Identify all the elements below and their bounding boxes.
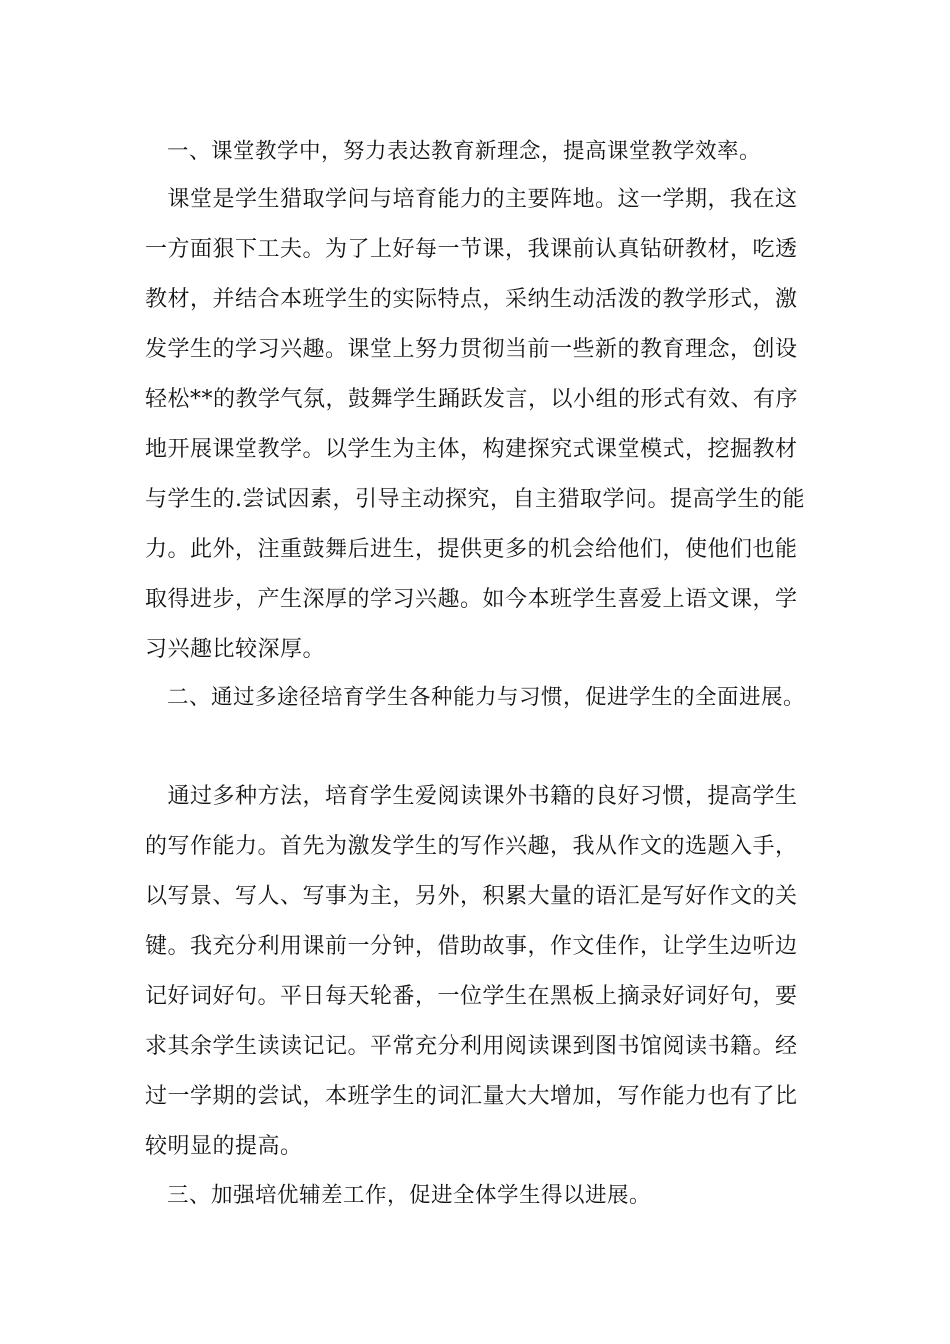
section-heading-2: 二、通过多途径培育学生各种能力与习惯，促进学生的全面进展。 bbox=[145, 685, 806, 710]
paragraph-2-line-6: 求其余学生读读记记。平常充分利用阅读课到图书馆阅读书籍。经 bbox=[145, 1034, 798, 1059]
paragraph-1-line-5: 轻松**的教学气氛，鼓舞学生踊跃发言，以小组的形式有效、有序 bbox=[145, 387, 799, 412]
paragraph-2-line-7: 过一学期的尝试，本班学生的词汇量大大增加，写作能力也有了比 bbox=[145, 1084, 798, 1109]
paragraph-2-line-3: 以写景、写人、写事为主，另外，积累大量的语汇是写好作文的关 bbox=[145, 884, 798, 909]
paragraph-1-line-4: 发学生的学习兴趣。课堂上努力贯彻当前一些新的教育理念，创设 bbox=[145, 337, 798, 362]
paragraph-1-line-1: 课堂是学生猎取学问与培育能力的主要阵地。这一学期，我在这 bbox=[145, 187, 798, 212]
paragraph-2-line-5: 记好词好句。平日每天轮番，一位学生在黑板上摘录好词好句，要 bbox=[145, 984, 798, 1009]
paragraph-2-line-8: 较明显的提高。 bbox=[145, 1134, 303, 1159]
paragraph-1-line-3: 教材，并结合本班学生的实际特点，采纳生动活泼的教学形式，激 bbox=[145, 287, 798, 312]
section-heading-3: 三、加强培优辅差工作，促进全体学生得以进展。 bbox=[145, 1183, 652, 1208]
paragraph-1-line-9: 取得进步，产生深厚的学习兴趣。如今本班学生喜爱上语文课，学 bbox=[145, 587, 798, 612]
section-heading-1: 一、课堂教学中，努力表达教育新理念，提高课堂教学效率。 bbox=[145, 139, 762, 164]
paragraph-1-line-7: 与学生的.尝试因素，引导主动探究，自主猎取学问。提高学生的能 bbox=[145, 487, 805, 512]
paragraph-2-line-1: 通过多种方法，培育学生爱阅读课外书籍的良好习惯，提高学生 bbox=[145, 784, 798, 809]
paragraph-1-line-8: 力。此外，注重鼓舞后进生，提供更多的机会给他们，使他们也能 bbox=[145, 537, 798, 562]
paragraph-2-line-2: 的写作能力。首先为激发学生的写作兴趣，我从作文的选题入手， bbox=[145, 834, 798, 859]
paragraph-2-line-4: 键。我充分利用课前一分钟，借助故事，作文佳作，让学生边听边 bbox=[145, 934, 798, 959]
paragraph-1-line-6: 地开展课堂教学。以学生为主体，构建探究式课堂模式，挖掘教材 bbox=[145, 437, 798, 462]
paragraph-1-line-2: 一方面狠下工夫。为了上好每一节课，我课前认真钻研教材，吃透 bbox=[145, 237, 798, 262]
paragraph-1-line-10: 习兴趣比较深厚。 bbox=[145, 637, 326, 662]
